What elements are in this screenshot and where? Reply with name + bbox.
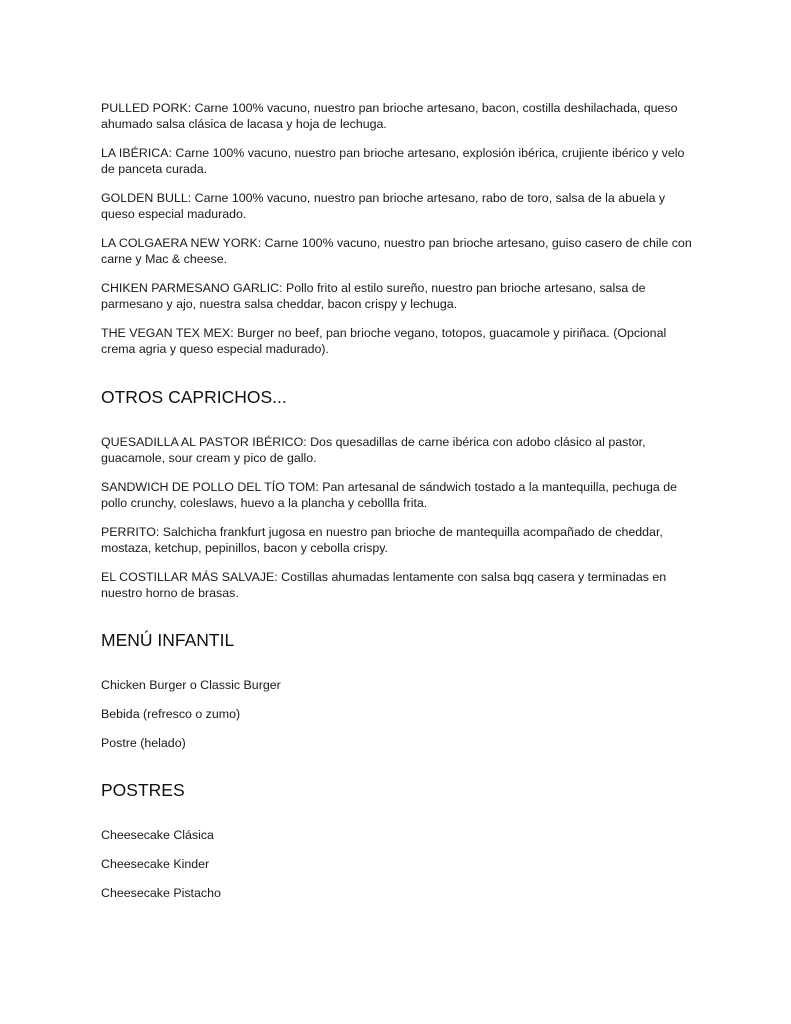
menu-item-the-vegan-tex-mex: THE VEGAN TEX MEX: Burger no beef, pan brioche vegano, totopos, guacamole y piriñaca. (Opcional crema agria y queso especial madurado).: [101, 326, 667, 356]
infantil-item-burger: Chicken Burger o Classic Burger: [101, 678, 281, 692]
postre-item-clasica: Cheesecake Clásica: [101, 828, 214, 842]
menu-item-perrito: PERRITO: Salchicha frankfurt jugosa en nuestro pan brioche de mantequilla acompañado de cheddar, mostaza, ketchup, pepinillos, bacon y cebolla crispy.: [101, 525, 663, 555]
burgers-section: [101, 100, 701, 357]
menu-item-quesadilla-al-pastor: QUESADILLA AL PASTOR IBÉRICO: Dos quesadillas de carne ibérica con adobo clásico al pastor, guacamole, sour cream y pico de gallo.: [101, 435, 646, 465]
infantil-item-bebida: Bebida (refresco o zumo): [101, 707, 241, 721]
menu-item-golden-bull: GOLDEN BULL: Carne 100% vacuno, nuestro pan brioche artesano, rabo de toro, salsa de la abuela y queso especial madurado.: [101, 191, 666, 221]
menu-infantil-heading: MENÚ INFANTIL: [101, 630, 235, 650]
menu-item-chiken-parmesano-garlic: CHIKEN PARMESANO GARLIC: Pollo frito al estilo sureño, nuestro pan brioche artesano, salsa de parmesano y ajo, nuestra salsa cheddar, bacon crispy y lechuga.: [101, 281, 646, 311]
menu-item-el-costillar: EL COSTILLAR MÁS SALVAJE: Costillas ahumadas lentamente con salsa bqq casera y terminadas en nuestro horno de brasas.: [101, 570, 667, 600]
menu-item-sandwich-de-pollo: SANDWICH DE POLLO DEL TÍO TOM: Pan artesanal de sándwich tostado a la mantequilla, pechuga de pollo crunchy, coleslaws, huevo a la plancha y cebollla frita.: [101, 480, 677, 510]
menu-item-la-colgaera-new-york: LA COLGAERA NEW YORK: Carne 100% vacuno, nuestro pan brioche artesano, guiso casero de chile con carne y Mac & cheese.: [101, 236, 692, 266]
otros-caprichos-section: [101, 434, 701, 601]
postres-heading: POSTRES: [101, 780, 185, 800]
menu-item-pulled-pork: PULLED PORK: Carne 100% vacuno, nuestro pan brioche artesano, bacon, costilla deshilachada, queso ahumado salsa clásica de lacasa y hoja de lechuga.: [101, 101, 678, 131]
infantil-item-postre: Postre (helado): [101, 736, 186, 750]
menu-item-la-iberica: LA IBÉRICA: Carne 100% vacuno, nuestro pan brioche artesano, explosión ibérica, crujiente ibérico y velo de panceta curada.: [101, 146, 685, 176]
postre-item-pistacho: Cheesecake Pistacho: [101, 886, 221, 900]
postres-section: [101, 827, 701, 901]
postre-item-kinder: Cheesecake Kinder: [101, 857, 210, 871]
otros-caprichos-heading: OTROS CAPRICHOS...: [101, 387, 287, 407]
menu-page: [101, 100, 701, 901]
menu-infantil-section: [101, 677, 701, 751]
